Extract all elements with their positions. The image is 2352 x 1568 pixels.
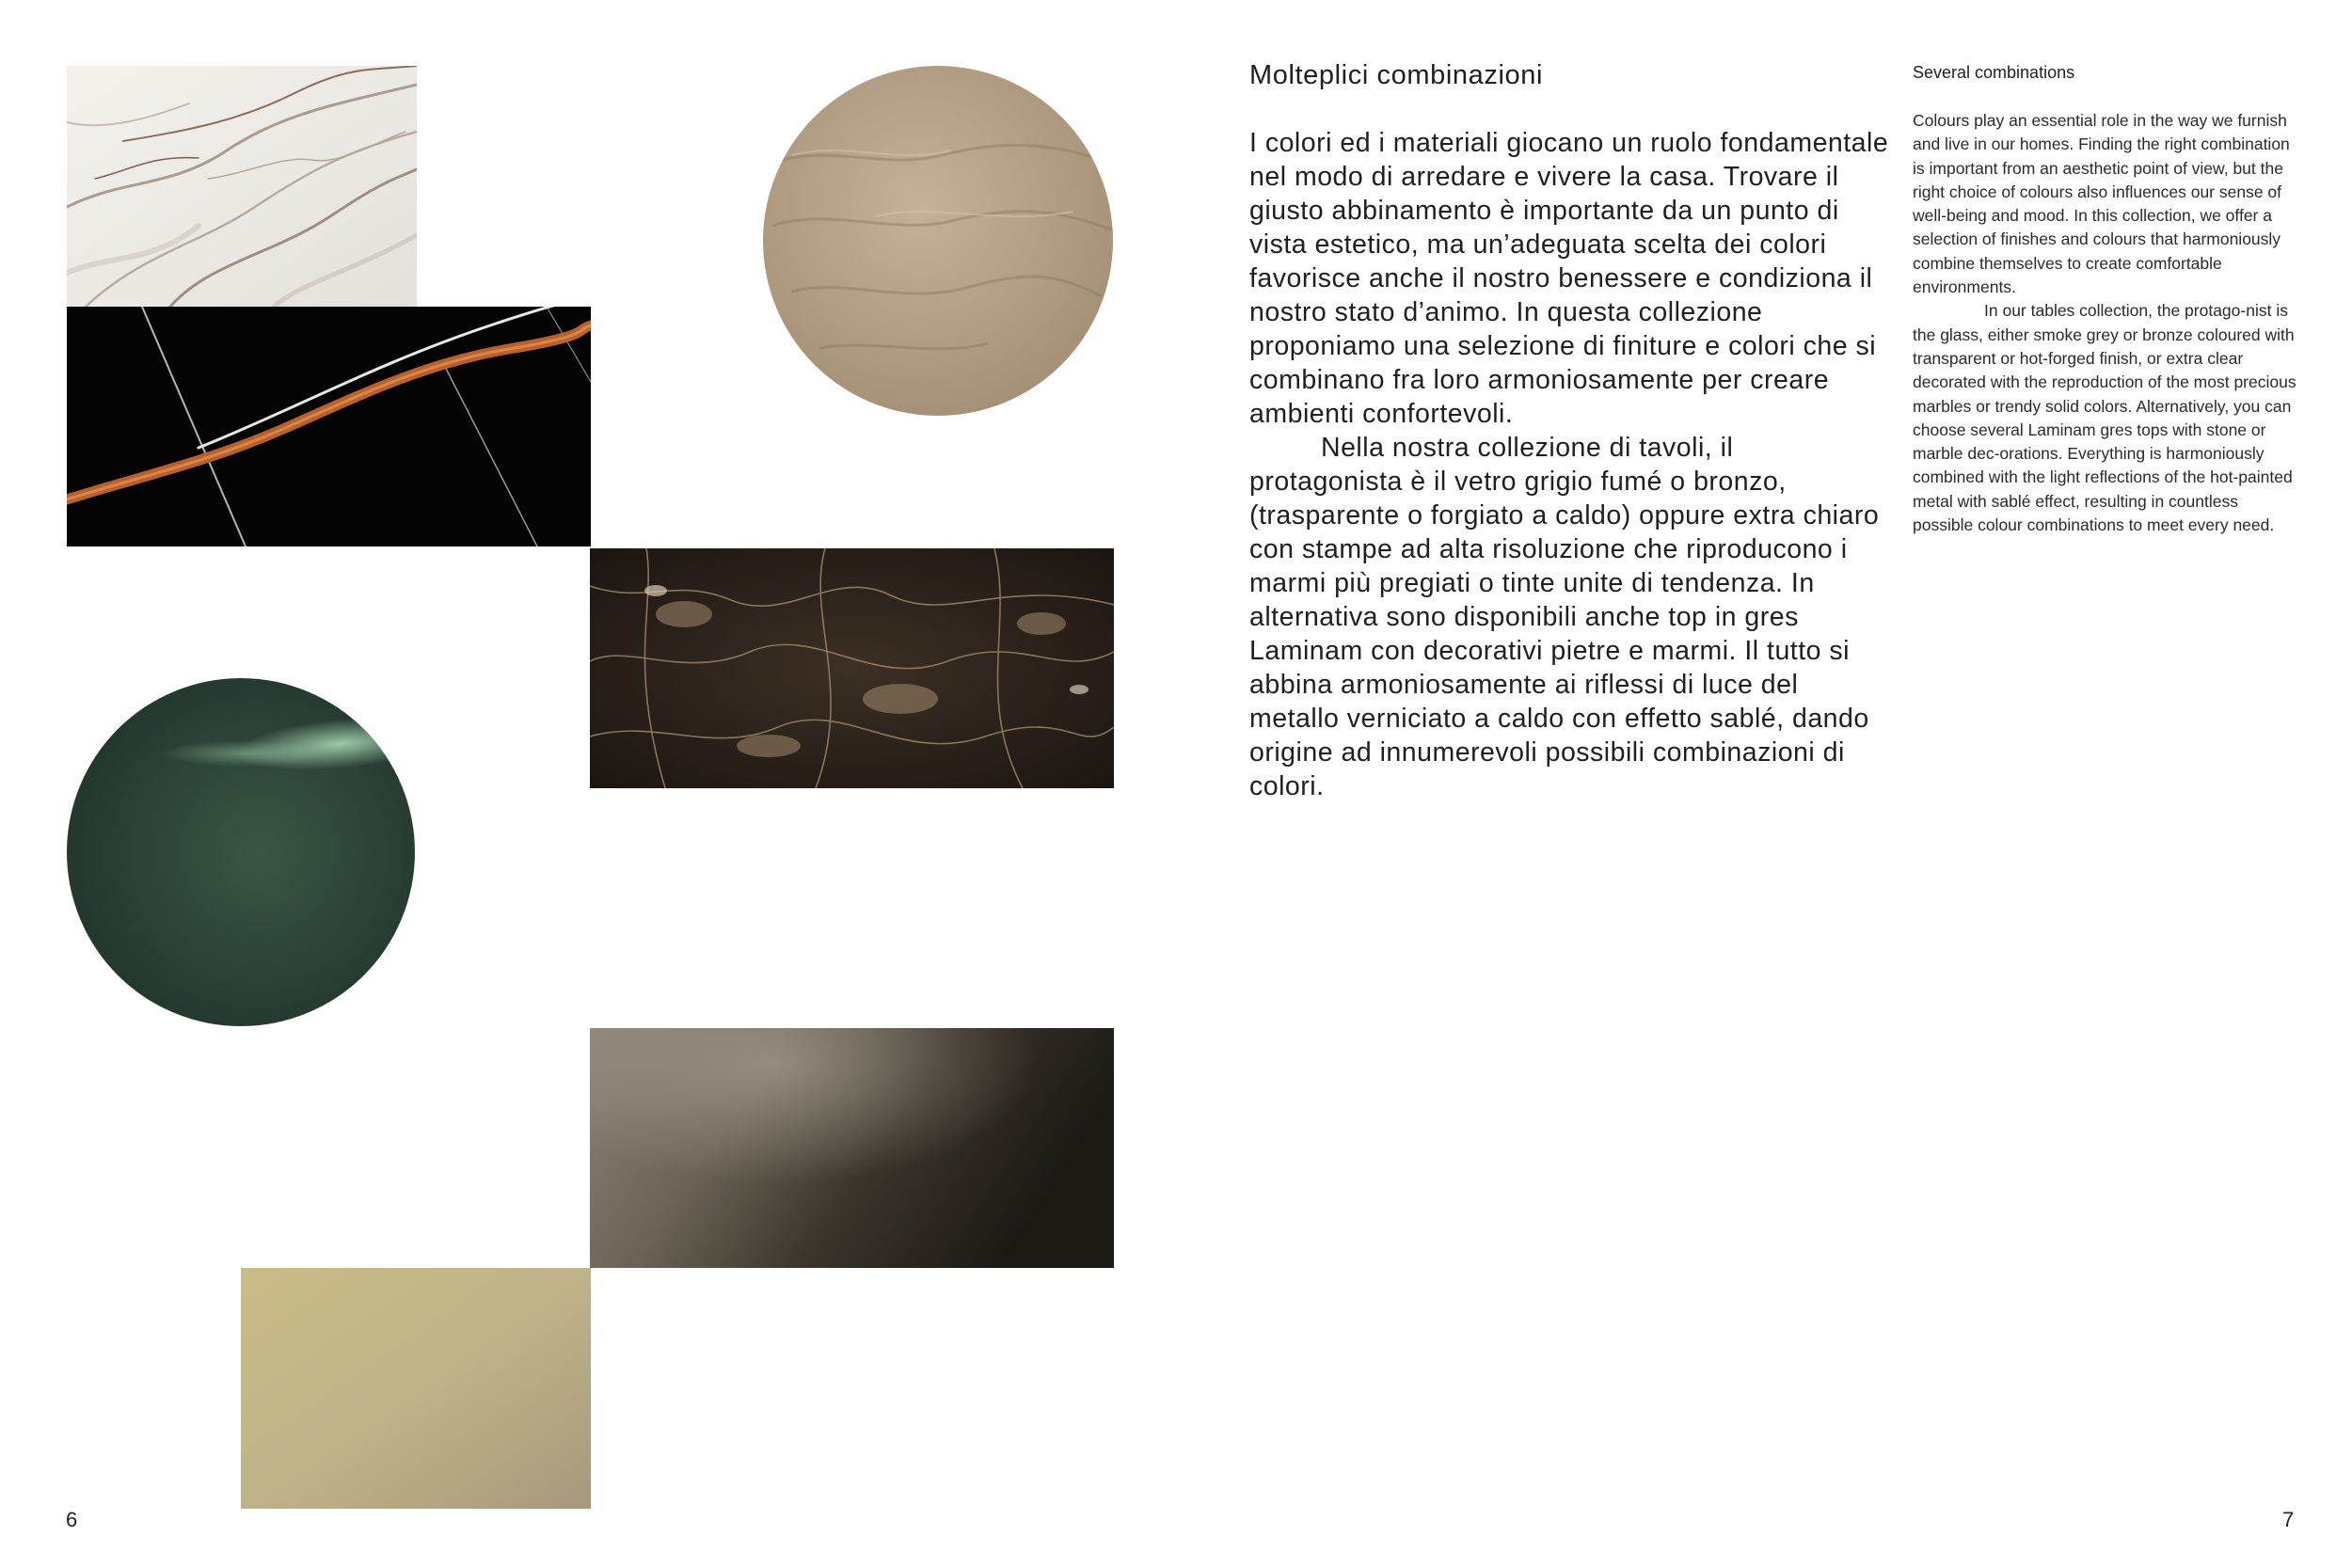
italian-body	[1249, 126, 1889, 803]
dark-brown-marble-swatch	[590, 548, 1114, 788]
italian-title: Molteplici combinazioni	[1249, 60, 1543, 90]
english-paragraph-1: Colours play an essential role in the way we furnish and live in our homes. Finding the right combination is important from an aesthetic point of view, but the right choice of colours also influences our sense of well-being and mood. In this collection, we offer a selection of finishes and colours that harmoniously combine themselves to create comfortable environments.	[1913, 111, 2290, 297]
italian-paragraph-2: Nella nostra collezione di tavoli, il protagonista è il vetro grigio fumé o bronzo, (trasparente o forgiato a caldo) oppure extra chiaro con stampe ad alta risoluzione che riproducono i marmi più pregiati o tinte unite di tendenza. In alternativa sono disponibili anche top in gres Laminam con decorativi pietre e marmi. Il tutto si abbina armoniosamente ai riflessi di luce del metallo verniciato a caldo con effetto sablé, dando origine ad innumerevoli possibili combinazioni di colori.	[1249, 433, 1880, 801]
page-number-right: 7	[2282, 1508, 2295, 1531]
gold-metal-swatch	[241, 1268, 591, 1509]
english-title: Several combinations	[1913, 63, 2075, 82]
dark-green-glass-circle	[67, 678, 415, 1026]
black-marble-swatch	[67, 307, 591, 546]
white-veined-marble-swatch	[67, 66, 417, 307]
italian-paragraph-1: I colori ed i materiali giocano un ruolo fondamentale nel modo di arredare e vivere la casa. Trovare il giusto abbinamento è importante da un punto di vista estetico, ma un’adeguata scelta dei colori favorisce anche il nostro benessere e condiziona il nostro stato d’animo. In questa collezione proponiamo una selezione di finiture e colori che si combinano fra loro armoniosamente per creare ambienti confortevoli.	[1249, 128, 1889, 429]
bronze-metal-swatch	[590, 1028, 1114, 1268]
sand-texture-circle	[763, 66, 1113, 416]
english-paragraph-2: In our tables collection, the protago-nist is the glass, either smoke grey or bronze coloured with transparent or hot-forged finish, or extra clear decorated with the reproduction of the most precious marbles or trendy solid colors. Alternatively, you can choose several Laminam gres tops with stone or marble dec-orations. Everything is harmoniously combined with the light reflections of the hot-painted metal with sablé effect, resulting in countless possible colour combinations to meet every need.	[1913, 301, 2296, 535]
english-body	[1913, 109, 2296, 537]
page-number-left: 6	[66, 1508, 78, 1531]
